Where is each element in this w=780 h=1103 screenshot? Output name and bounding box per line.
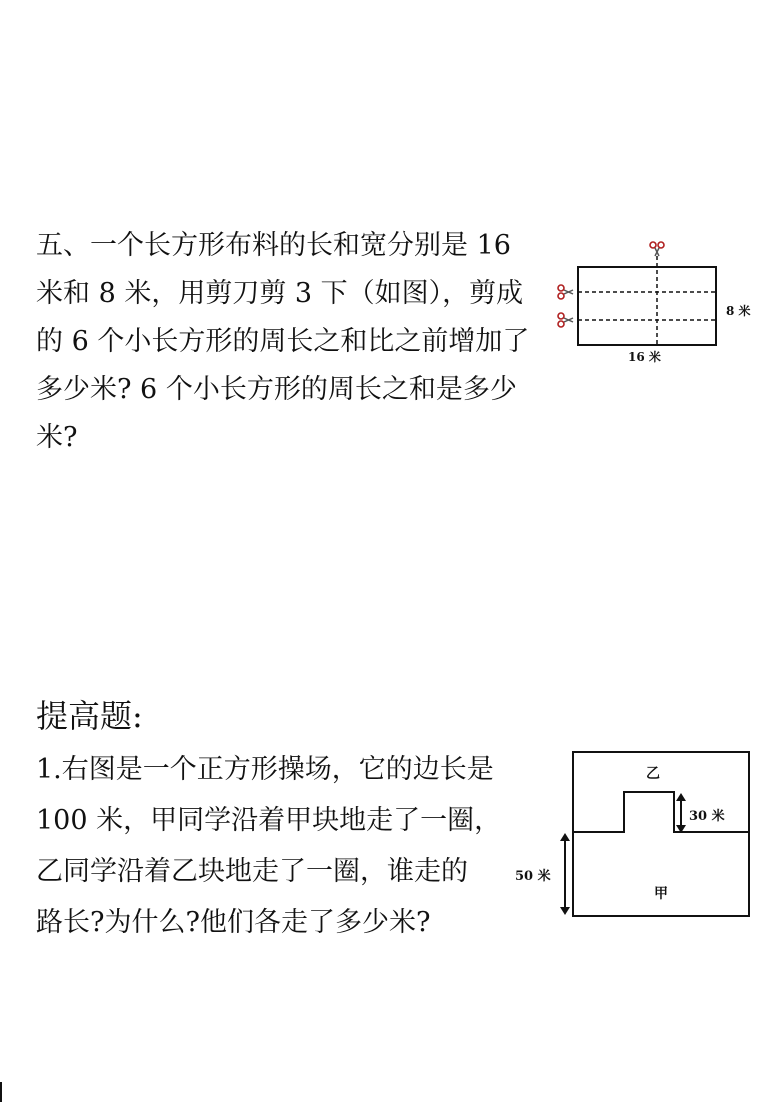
problem-1-line: 1.右图是一个正方形操场，它的边长是	[36, 754, 494, 785]
improve-problem-1	[36, 744, 516, 948]
scissors-icon	[558, 285, 573, 299]
fabric-rectangle-diagram	[548, 236, 758, 376]
playground-diagram	[506, 748, 760, 920]
height-label: 50 米	[515, 869, 551, 884]
problem-5-line: 五、一个长方形布料的长和宽分别是 16	[36, 230, 511, 261]
fabric-rectangle	[578, 267, 716, 345]
label-jia: 甲	[654, 886, 668, 902]
height-label: 8 米	[726, 304, 751, 318]
section-title: 提高题:	[36, 697, 143, 735]
arrow-head-up	[676, 793, 686, 801]
problem-5-line: 多少米? 6 个小长方形的周长之和是多少	[36, 374, 517, 405]
arrow-head-down	[560, 907, 570, 915]
problem-1-line: 路长?为什么?他们各走了多少米?	[36, 907, 431, 938]
page-edge-mark	[0, 1082, 2, 1102]
problem-5-line: 的 6 个小长方形的周长之和比之前增加了	[36, 326, 530, 357]
problem-1-line: 100 米，甲同学沿着甲块地走了一圈，	[36, 805, 502, 836]
scissors-icon	[650, 242, 664, 256]
width-label: 16 米	[628, 350, 661, 364]
scissors-icon	[558, 313, 573, 327]
label-yi: 乙	[646, 766, 660, 782]
arrow-head-up	[560, 833, 570, 841]
problem-1-line: 乙同学沿着乙块地走了一圈，谁走的	[36, 856, 468, 887]
step-label: 30 米	[689, 809, 725, 824]
problem-5-line: 米?	[36, 422, 78, 453]
problem-5	[36, 222, 546, 462]
problem-5-line: 米和 8 米，用剪刀剪 3 下（如图），剪成	[36, 278, 524, 309]
